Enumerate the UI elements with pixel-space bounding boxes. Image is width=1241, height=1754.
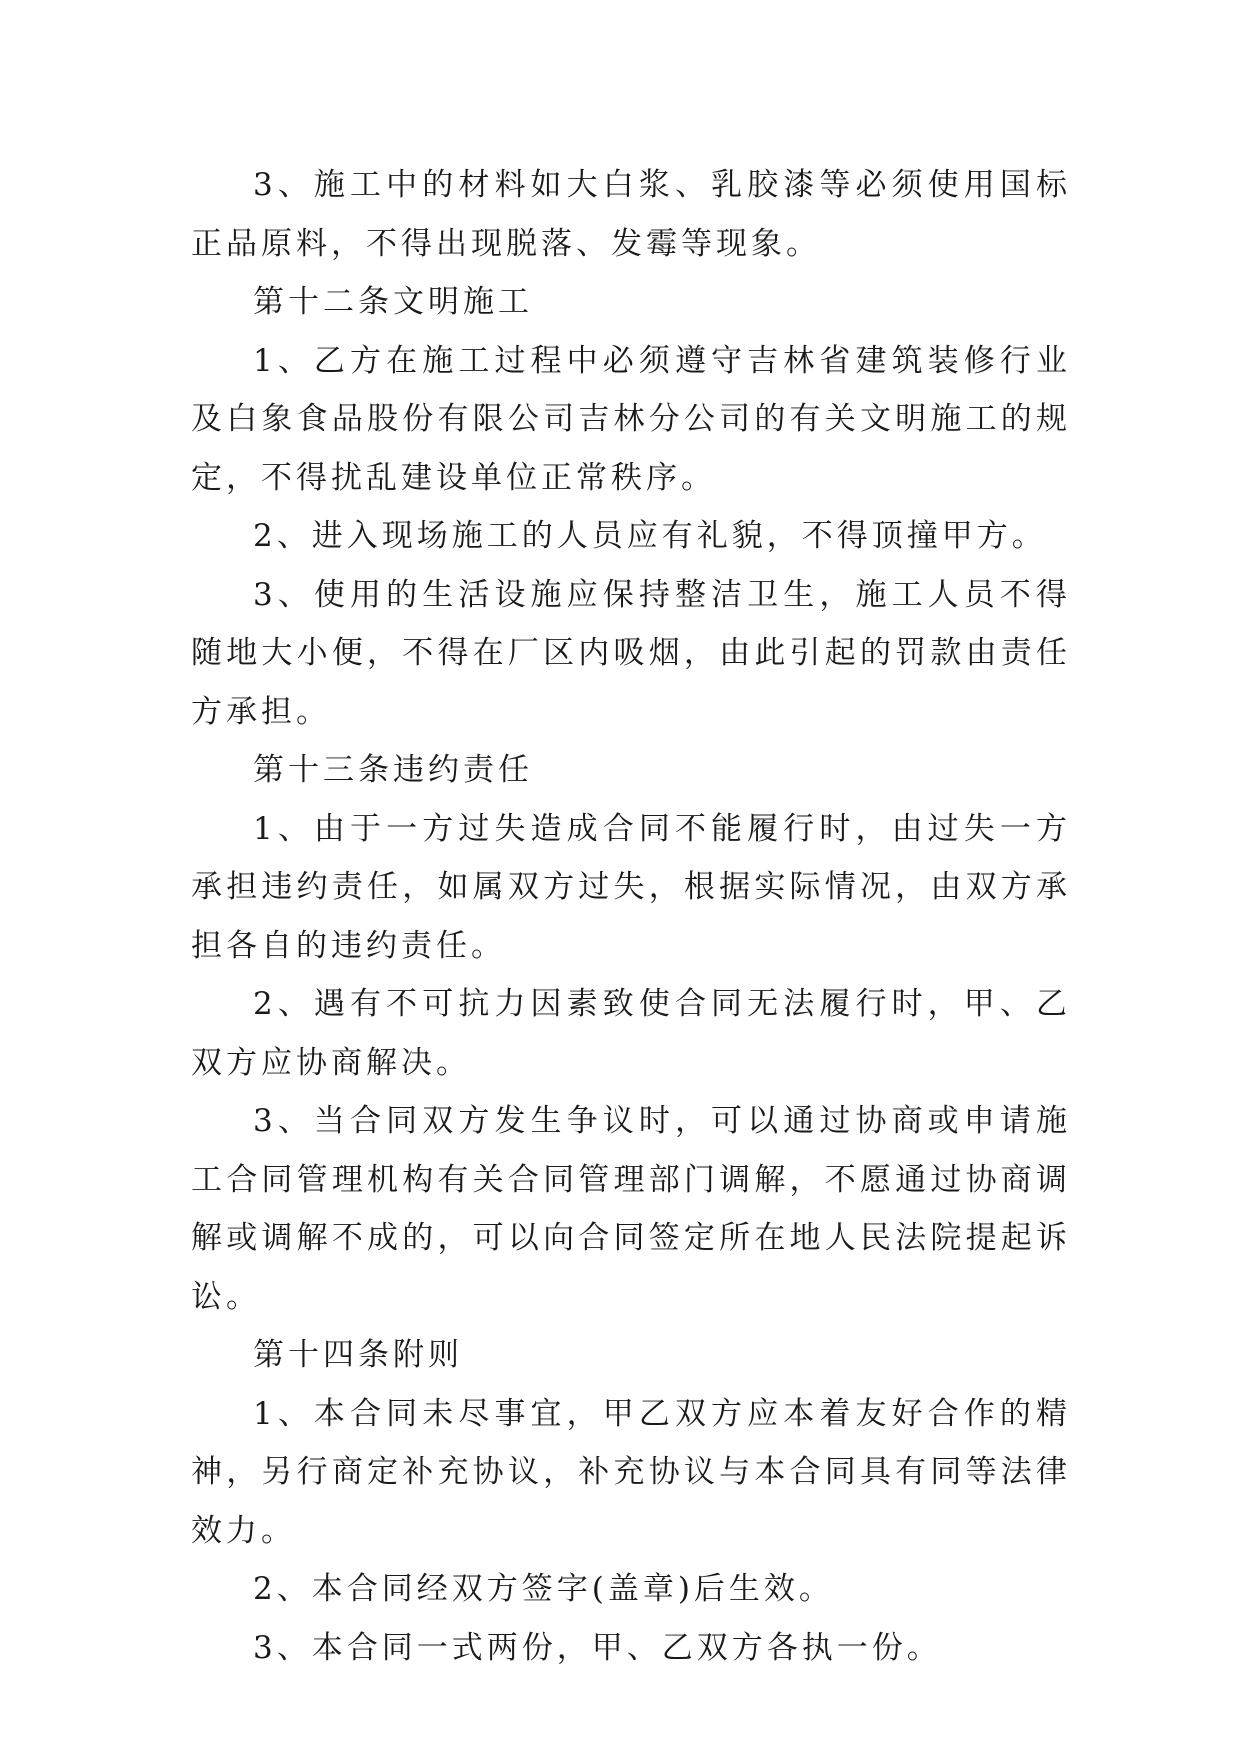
article-14-item-2: 2、本合同经双方签字(盖章)后生效。 [253, 1571, 834, 1607]
article-12-item-1: 1、乙方在施工过程中必须遵守吉林省建筑装修行业及白象食品股份有限公司吉林分公司的有关文明施工的规定，不得扰乱建设单位正常秩序。 [191, 342, 1071, 496]
article-14-item-1: 1、本合同未尽事宜，甲乙双方应本着友好合作的精神，另行商定补充协议，补充协议与本合同具有同等法律效力。 [191, 1395, 1071, 1549]
clause-12-preceding-item-3: 3、施工中的材料如大白浆、乳胶漆等必须使用国标正品原料，不得出现脱落、发霉等现象。 [191, 167, 1071, 262]
article-13-item-3: 3、当合同双方发生争议时，可以通过协商或申请施工合同管理机构有关合同管理部门调解，不愿通过协商调解或调解不成的，可以向合同签定所在地人民法院提起诉讼。 [191, 1103, 1071, 1315]
document-body [191, 156, 1071, 1677]
article-13-item-1: 1、由于一方过失造成合同不能履行时，由过失一方承担违约责任，如属双方过失，根据实际情况，由双方承担各自的违约责任。 [191, 810, 1071, 964]
article-13-heading: 第十三条违约责任 [253, 752, 533, 788]
article-14-item-3: 3、本合同一式两份，甲、乙双方各执一份。 [253, 1629, 942, 1666]
article-13-item-2: 2、遇有不可抗力因素致使合同无法履行时，甲、乙双方应协商解决。 [191, 986, 1071, 1081]
article-12-heading: 第十二条文明施工 [253, 284, 533, 320]
article-14-heading: 第十四条附则 [253, 1337, 463, 1373]
article-12-item-3: 3、使用的生活设施应保持整洁卫生，施工人员不得随地大小便，不得在厂区内吸烟，由此引起的罚款由责任方承担。 [191, 576, 1071, 730]
article-12-item-2: 2、进入现场施工的人员应有礼貌，不得顶撞甲方。 [253, 518, 1047, 554]
